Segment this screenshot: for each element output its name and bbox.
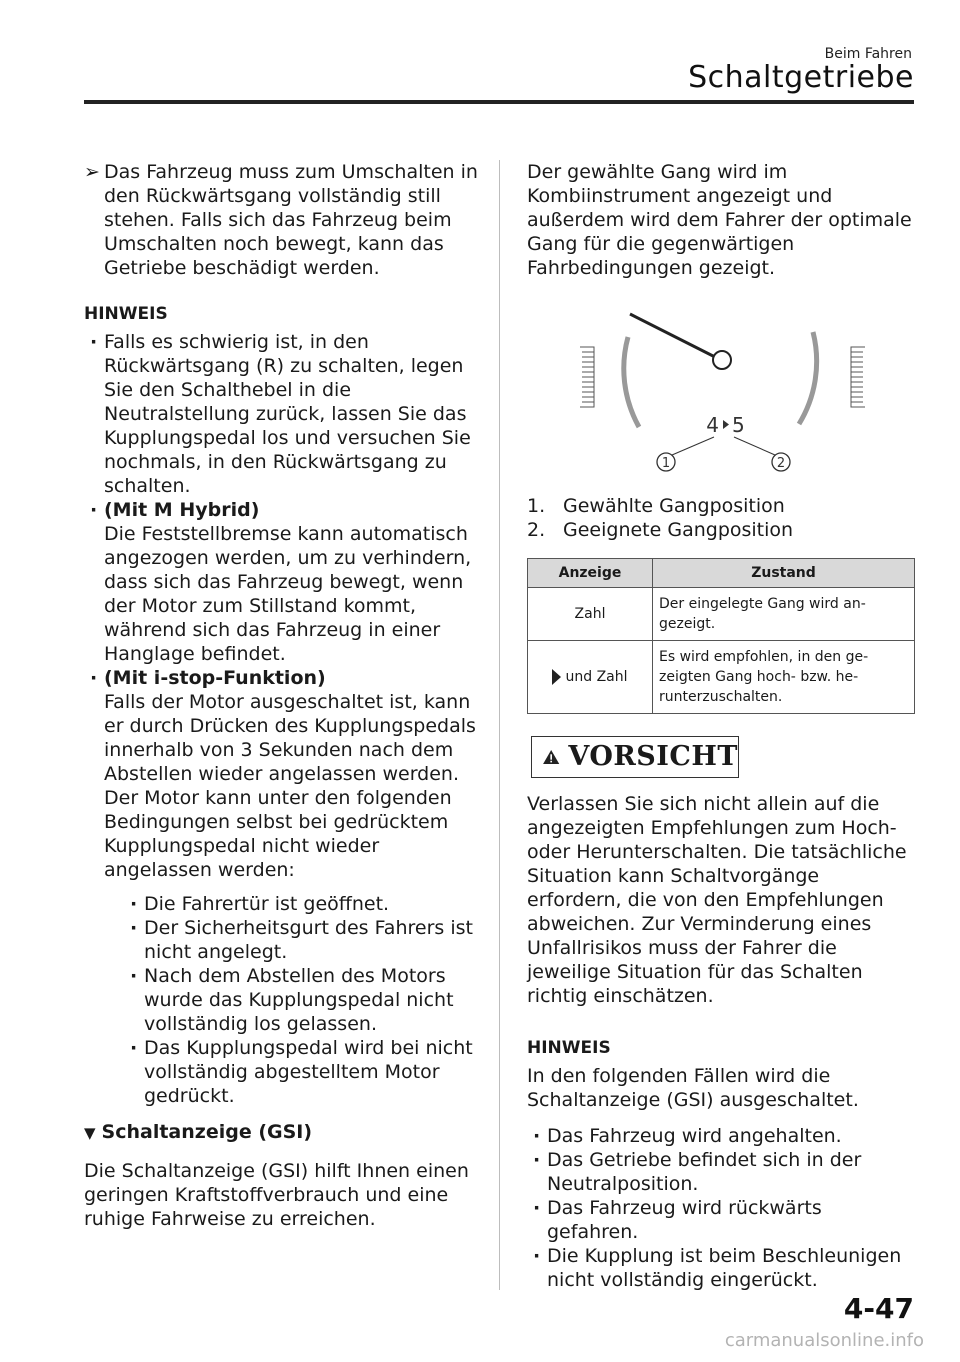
watermark: carmanualsonline.info <box>724 1330 924 1351</box>
gsi-description: Die Schaltanzeige (GSI) hilft Ihnen einen geringen Kraftstoffverbrauch und eine ruhige Fahrweise zu erreichen. <box>84 1160 469 1230</box>
table-cell-condition: Der eingelegte Gang wird angezeigt. <box>653 588 915 641</box>
note-item-title: · (Mit i-stop-Funktion) <box>104 667 326 689</box>
table-cell-indicator: und Zahl <box>528 641 653 714</box>
list-item: · Das Fahrzeug wird angehalten. <box>527 1124 917 1148</box>
list-item: · Die Fahrertür ist geöffnet. <box>124 892 484 916</box>
list-item: · Die Kupplung ist beim Beschleunigen nicht vollständig eingerückt. <box>527 1244 917 1292</box>
legend-item: 1. Gewählte Gangposition <box>527 495 785 517</box>
suggested-gear-digit: 5 <box>732 413 745 437</box>
triangle-down-icon: ▼ <box>84 1124 96 1142</box>
note-item-title: · (Mit M Hybrid) <box>104 499 260 521</box>
table-header: Anzeige <box>528 559 653 588</box>
conditions-list <box>104 892 484 1108</box>
header-section-label: Beim Fahren <box>824 46 912 62</box>
left-column <box>84 160 484 1231</box>
table-header: Zustand <box>653 559 915 588</box>
dial-arc-left <box>624 337 639 427</box>
warning-item <box>84 160 484 280</box>
list-item: · Das Fahrzeug wird rückwärts gefahren. <box>527 1196 917 1244</box>
tachometer-illustration <box>527 292 917 492</box>
list-item: · Nach dem Abstellen des Motors wurde das Kupplungspedal nicht vollständig los gelassen. <box>124 964 484 1036</box>
list-item <box>84 330 484 498</box>
gauge-needle <box>630 314 717 358</box>
section-title: Schaltanzeige (GSI) <box>101 1121 313 1143</box>
caution-label: VORSICHT <box>568 741 738 772</box>
table-row <box>528 641 915 714</box>
table-cell-indicator: Zahl <box>528 588 653 641</box>
gauge-figure <box>527 292 917 492</box>
page-number: 4-47 <box>843 1292 914 1325</box>
selected-gear-digit: 4 <box>706 413 719 437</box>
gsi-table <box>527 558 915 714</box>
tick-marks-right <box>851 347 863 407</box>
callout-line-1 <box>672 437 714 455</box>
note-item-text: Falls der Motor ausgeschaltet ist, kann er durch Drücken des Kupplungspedals innerhalb von 3 Sekunden nach dem Abstellen wieder angelassen werden. <box>104 691 476 785</box>
list-item: · Das Getriebe befindet sich in der Neutralposition. <box>527 1148 917 1196</box>
figure-legend <box>527 494 917 542</box>
dial-arc-right <box>799 332 817 424</box>
tick-marks-left <box>582 347 594 407</box>
shift-arrow-icon <box>723 420 729 429</box>
note-intro: In den folgenden Fällen wird die Schaltanzeige (GSI) ausgeschaltet. <box>527 1065 859 1111</box>
caution-text: Verlassen Sie sich nicht allein auf die angezeigten Empfehlungen zum Hoch- oder Herunterschalten. Die tatsächliche Situation kann Schaltvorgänge erfordern, die von den Empfehlungen abweichen. Zur Verminderung eines Unfallrisikos muss der Fahrer die jeweilige Situation für das Schalten richtig einschätzen. <box>527 793 907 1007</box>
note-list <box>84 330 484 1108</box>
note-heading: HINWEIS <box>527 1038 611 1058</box>
warning-triangle-icon <box>542 742 560 772</box>
legend-item: 2. Geeignete Gangposition <box>527 519 794 541</box>
table-header-row <box>528 559 915 588</box>
right-column <box>527 160 917 1292</box>
table-cell-condition: Es wird empfohlen, in den gezeigten Gang hoch- bzw. herunterzuschalten. <box>653 641 915 714</box>
note-item-text: Die Feststellbremse kann automatisch angezogen werden, um zu verhindern, dass sich das Fahrzeug bewegt, wenn der Motor zum Stillstand kommt, während sich das Fahrzeug in einer Hanglage befindet. <box>104 523 472 665</box>
callout-2-label: 2 <box>776 456 786 471</box>
list-item <box>84 666 484 1108</box>
list-item: · Der Sicherheitsgurt des Fahrers ist nicht angelegt. <box>124 916 484 964</box>
callout-1-label: 1 <box>661 456 671 471</box>
header-rule <box>84 100 914 104</box>
table-row <box>528 588 915 641</box>
arrow-right-icon: ➢ <box>84 161 100 183</box>
callout-line-2 <box>734 437 775 455</box>
page-title: Schaltgetriebe <box>688 60 914 95</box>
list-item <box>84 498 484 666</box>
note-item-text-2: Der Motor kann unter den folgenden Bedingungen selbst bei gedrücktem Kupplungspedal nicht wieder angelassen werden: <box>104 787 452 881</box>
caution-box <box>531 736 739 778</box>
note-item-text: Falls es schwierig ist, in den Rückwärtsgang (R) zu schalten, legen Sie den Schalthebel in die Neutralstellung zurück, lassen Sie das Kupplungspedal los und versuchen Sie nochmals, in den Rückwärtsgang zu schalten. <box>104 331 471 497</box>
gsi-intro: Der gewählte Gang wird im Kombiinstrument angezeigt und außerdem wird dem Fahrer der optimale Gang für die gegenwärtigen Fahrbedingungen gezeigt. <box>527 161 912 279</box>
column-divider <box>499 160 500 1290</box>
section-heading <box>84 1120 484 1145</box>
needle-hub <box>713 351 731 369</box>
shift-up-icon <box>552 669 561 685</box>
warning-text: Das Fahrzeug muss zum Umschalten in den Rückwärtsgang vollständig still stehen. Falls sich das Fahrzeug beim Umschalten noch bewegt, kann das Getriebe beschädigt werden. <box>104 161 478 279</box>
list-item: · Das Kupplungspedal wird bei nicht vollständig abgestelltem Motor gedrückt. <box>124 1036 484 1108</box>
note-heading: HINWEIS <box>84 304 168 324</box>
gsi-off-list <box>527 1124 917 1292</box>
